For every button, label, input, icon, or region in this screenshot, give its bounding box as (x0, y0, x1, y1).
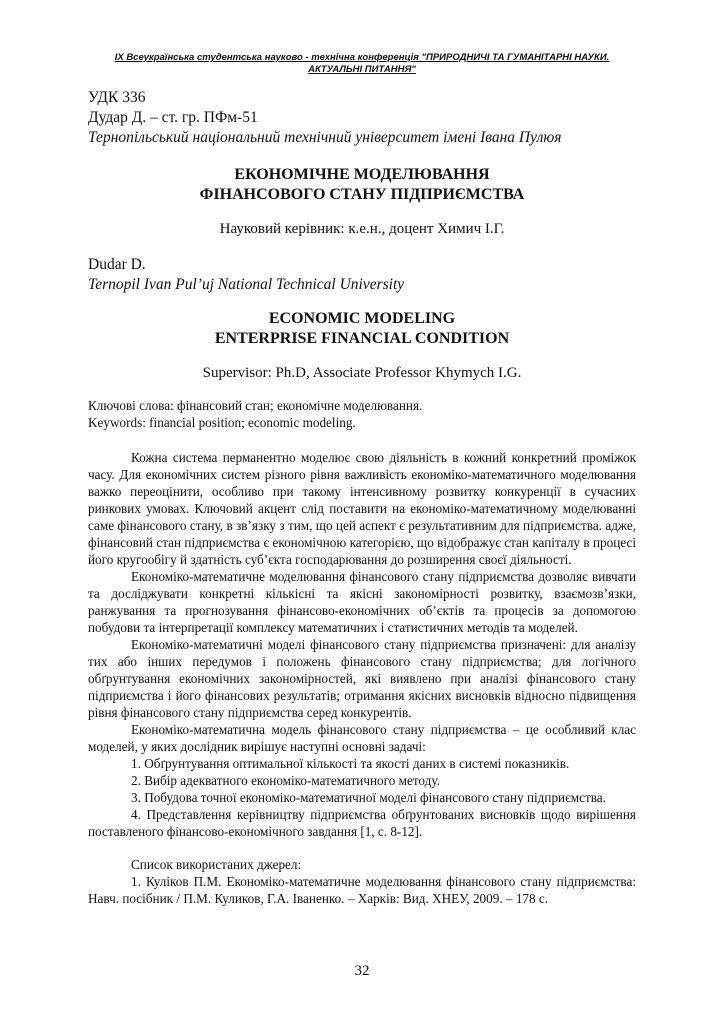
references-title: Список використаних джерел: (131, 857, 302, 872)
title-eng (88, 309, 636, 349)
english-author-block (88, 255, 636, 295)
keywords-ukr: Ключові слова: фінансовий стан; економічне моделювання. (88, 398, 423, 413)
udc-code: УДК 336 (88, 89, 146, 106)
paragraph-4: Економіко-математична модель фінансового стану підприємства – це особливий клас моделей, у яких дослідник вирішує наступні основні задачі: (88, 722, 636, 754)
keywords-block (88, 397, 636, 431)
author-eng: Dudar D. (88, 256, 146, 273)
supervisor-ukr: Науковий керівник: к.е.н., доцент Химич І.Г. (219, 221, 505, 237)
body-text (88, 449, 636, 840)
page-number: 32 (354, 963, 370, 979)
task-list-item-1: 1. Обґрунтування оптимальної кількості та якості даних в системі показників. (131, 756, 570, 771)
supervisor-eng: Supervisor: Ph.D, Associate Professor Khymych I.G. (202, 365, 522, 381)
conference-header-line2: АКТУАЛЬНІ ПИТАННЯ" (308, 64, 416, 75)
conference-header-line1: IX Всеукраїнська студентська науково - технічна конференція "ПРИРОДНИЧІ ТА ГУМАНІТАРНІ НАУКИ. (114, 52, 610, 63)
title-ukr-line1: ЕКОНОМІЧНЕ МОДЕЛЮВАННЯ (234, 166, 490, 183)
paragraph-3: Економіко-математичні моделі фінансового стану підприємства призначені: для аналізу тих або інших передумов і положень фінансового стану підприємства; для логічного обґрунтування економічних закономірностей, які виявлено при аналізі фінансового стану підприємства і його фінансових результатів; отримання якісних висновків відносно підвищення рівня фінансового стану підприємства серед конкурентів. (88, 637, 636, 720)
task-list-item-3: 3. Побудова точної економіко-математичної моделі фінансового стану підприємства. (131, 790, 606, 805)
author-ukr: Дудар Д. – ст. гр. ПФм-51 (88, 109, 258, 126)
title-eng-line2: ENTERPRISE FINANCIAL CONDITION (214, 330, 510, 347)
keywords-eng: Keywords: financial position; economic modeling. (88, 415, 356, 430)
reference-item-1: 1. Куліков П.М. Економіко-математичне моделювання фінансового стану підприємства: Навч. посібник / П.М. Куликов, Г.А. Іваненко. – Харків: Вид. ХНЕУ, 2009. – 178 с. (88, 874, 636, 906)
task-list-item-4: 4. Представлення керівництву підприємства обґрунтованих висновків щодо вирішення поставленого фінансово-економічного завдання [1, с. 8-12]. (88, 807, 636, 839)
title-ukr (88, 165, 636, 205)
affiliation-eng: Ternopil Ivan Pul’uj National Technical University (88, 276, 405, 293)
conference-header (88, 52, 636, 76)
title-eng-line1: ECONOMIC MODELING (268, 310, 456, 327)
affiliation-ukr: Тернопільський національний технічний університет імені Івана Пулюя (88, 129, 562, 146)
paragraph-1: Кожна система перманентно моделює свою діяльність в кожний конкретний проміжок часу. Для економічних систем різного рівня важливість економіко-математичного моделювання важко переоцінити, особливо при такому інтенсивному розвитку конкуренції в сучасних ринкових умовах. Ключовий акцент слід поставити на економіко-математичному моделюванні саме фінансового стану, в зв’язку з тим, що цей аспект є результативним для підприємства. адже, фінансовий стан підприємства є економічною категорією, що відображує стан капіталу в процесі його кругообігу й здатність суб’єкта господарювання до розширення своєї діяльності. (88, 450, 636, 567)
title-ukr-line2: ФІНАНСОВОГО СТАНУ ПІДПРИЄМСТВА (199, 186, 525, 203)
task-list-item-2: 2. Вибір адекватного економіко-математичного методу. (131, 773, 440, 788)
paragraph-2: Економіко-математичне моделювання фінансового стану підприємства дозволяє вивчати та досліджувати конкретні кількісні та якісні закономірності розвитку, взаємозв’язки, ранжування та прогнозування фінансово-економічних об’єктів та процесів за допомогою побудови та інтерпретації комплексу математичних і статистичних методів та моделей. (88, 569, 636, 635)
